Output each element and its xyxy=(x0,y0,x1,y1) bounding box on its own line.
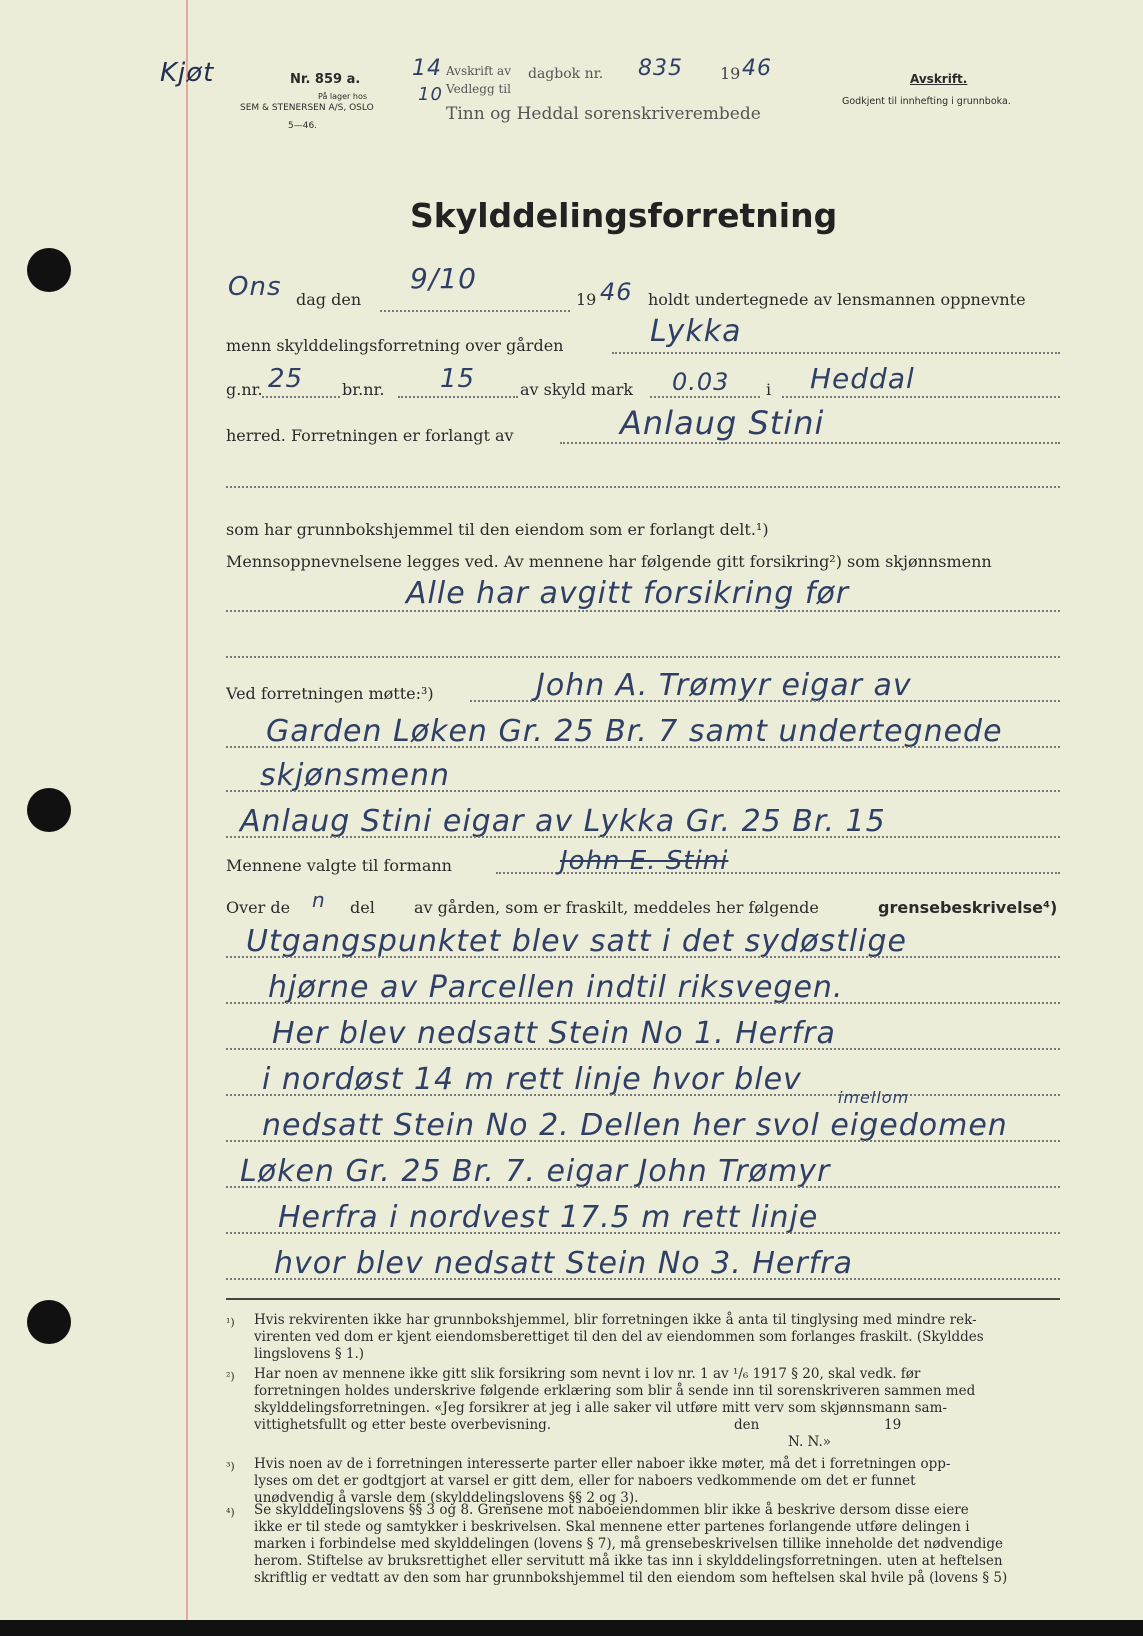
dagbok-label: dagbok nr. xyxy=(528,66,604,82)
brnr-label: br.nr. xyxy=(342,380,385,399)
page-mark: Kjøt xyxy=(160,58,215,88)
formann-label: Mennene valgte til formann xyxy=(226,856,452,875)
avskrift-label: Avskrift av xyxy=(446,64,511,78)
footnote-4-line: herom. Stiftelse av bruksrettighet eller servitutt må ikke tas inn i skylddelingsforretningen. uten at heftelsen xyxy=(254,1553,1003,1569)
day-handwritten: 14 xyxy=(412,56,442,81)
fraskilt-text: av gården, som er fraskilt, meddeles her følgende xyxy=(414,898,819,917)
punch-hole xyxy=(27,248,71,292)
gnr-value: 25 xyxy=(268,364,304,394)
skyld-label: av skyld mark xyxy=(520,380,634,399)
footnote-2-line: vittighetsfullt og etter beste overbevisning. xyxy=(254,1417,552,1433)
attendee-line-2: Garden Løken Gr. 25 Br. 7 samt undertegnede xyxy=(266,714,1003,749)
print-date: 5—46. xyxy=(288,121,318,131)
menn-text: menn skylddelingsforretning over gården xyxy=(226,336,564,355)
vedlegg-label: Vedlegg til xyxy=(446,82,511,96)
footnote-3-line: Hvis noen av de i forretningen interesserte parter eller naboer ikke møter, må det i forretningen opp- xyxy=(254,1456,951,1472)
attendee-line-3: skjønsmenn xyxy=(260,758,451,793)
i-label: i xyxy=(766,380,772,399)
printer: SEM & STENERSEN A/S, OSLO xyxy=(240,103,374,113)
scan-border xyxy=(0,1620,1143,1636)
boundary-line-1: Utgangspunktet blev satt i det sydøstlige xyxy=(246,924,908,959)
footnote-4-line: ikke er til stede og samtykker i beskrivelsen. Skal mennene etter partenes forlangende utføre delingen i xyxy=(254,1519,970,1535)
boundary-line-6: Løken Gr. 25 Br. 7. eigar John Trømyr xyxy=(240,1154,831,1189)
herred-value: Heddal xyxy=(810,362,915,395)
date-handwritten: 9/10 xyxy=(410,262,477,295)
brnr-value: 15 xyxy=(440,364,476,394)
boundary-line-7: Herfra i nordvest 17.5 m rett linje xyxy=(278,1200,819,1235)
footnote-1-line: lingslovens § 1.) xyxy=(254,1346,365,1362)
year-prefix: 19 xyxy=(576,290,597,309)
grunnbok-text: som har grunnbokshjemmel til den eiendom som er forlangt delt.¹) xyxy=(226,520,769,539)
office-stamp: Tinn og Heddal sorenskriverembede xyxy=(446,104,761,124)
footnote-4-marker: ⁴) xyxy=(226,1506,235,1519)
boundary-line-5: nedsatt Stein No 2. Dellen her svol eigedomen xyxy=(262,1108,1008,1143)
gnr-label: g.nr. xyxy=(226,380,263,399)
skyld-value: 0.03 xyxy=(672,368,730,396)
holdt-text: holdt undertegnede av lensmannen oppnevnte xyxy=(648,290,1026,309)
page-title: Skylddelingsforretning xyxy=(410,196,838,235)
footnote-2-line: Har noen av mennene ikke gitt slik forsikring som nevnt i lov nr. 1 av ¹/₆ 1917 § 20, skal vedk. før xyxy=(254,1366,921,1382)
weekday-handwritten: Ons xyxy=(228,272,282,302)
attendee-line-4: Anlaug Stini eigar av Lykka Gr. 25 Br. 15 xyxy=(240,804,886,839)
boundary-line-4: i nordøst 14 m rett linje hvor blev xyxy=(262,1062,802,1097)
assurance-handwritten: Alle har avgitt forsikring før xyxy=(406,576,850,611)
punch-hole xyxy=(27,1300,71,1344)
footnote-3-line: unødvendig å varsle dem (skylddelingslovens §§ 2 og 3). xyxy=(254,1490,639,1506)
farm-name-handwritten: Lykka xyxy=(650,314,742,349)
footnote-2-marker: ²) xyxy=(226,1370,235,1383)
stock-note: På lager hos xyxy=(318,92,367,101)
approval-note: Godkjent til innhefting i grunnboka. xyxy=(842,96,1011,107)
over-de-label: Over de xyxy=(226,898,291,917)
boundary-line-8: hvor blev nedsatt Stein No 3. Herfra xyxy=(274,1246,853,1281)
footnote-2-year: 19 xyxy=(884,1417,902,1433)
form-number: Nr. 859 a. xyxy=(290,72,361,87)
footnote-4-line: Se skylddelingslovens §§ 3 og 8. Grensene mot naboeiendommen blir ikke å beskrive dersom disse eiere xyxy=(254,1502,969,1518)
over-de-insert: n xyxy=(312,888,326,912)
chairman-struck: John E. Stini xyxy=(560,846,729,876)
herred-text: herred. Forretningen er forlangt av xyxy=(226,426,514,445)
del-label: del xyxy=(350,898,375,917)
footnote-2-line: forretningen holdes underskrive følgende erklæring som blir å sende inn til sorenskriveren sammen med xyxy=(254,1383,976,1399)
dag-den-label: dag den xyxy=(296,290,362,309)
boundary-insert: imellom xyxy=(838,1088,910,1107)
footnote-2-signature: N. N.» xyxy=(788,1434,832,1450)
boundary-line-3: Her blev nedsatt Stein No 1. Herfra xyxy=(272,1016,836,1051)
footnote-1-marker: ¹) xyxy=(226,1316,235,1329)
margin-rule xyxy=(186,0,188,1620)
footnote-1-line: Hvis rekvirenten ikke har grunnbokshjemmel, blir forretningen ikke å anta til tinglysing med mindre rek- xyxy=(254,1312,977,1328)
grensebeskrivelse-label: grensebeskrivelse⁴) xyxy=(878,898,1058,917)
attendee-line-1: John A. Trømyr eigar av xyxy=(536,668,912,703)
footnote-1-line: virenten ved dom er kjent eiendomsberettiget til den del av eiendommen som forlanges fraskilt. (Skylddes xyxy=(254,1329,984,1345)
footnote-4-line: skriftlig er vedtatt av den som har grunnbokshjemmel til den eiendom som heftelsen skal hvile på (lovens § 5) xyxy=(254,1570,1008,1586)
footnote-4-line: marken i forbindelse med skylddelingen (lovens § 7), må grensebeskrivelsen tillike inneholde det nødvendige xyxy=(254,1536,1003,1552)
year-suffix: 46 xyxy=(742,56,772,81)
mennsoppnevnelse-text: Mennsoppnevnelsene legges ved. Av mennene har følgende gitt forsikring²) som skjønnsmenn xyxy=(226,552,992,571)
footnote-3-marker: ³) xyxy=(226,1460,235,1473)
month-handwritten: 10 xyxy=(418,84,443,105)
footnote-2-den: den xyxy=(734,1417,760,1433)
footnote-2-line: skylddelingsforretningen. «Jeg forsikrer at jeg i alle saker vil utføre mitt verv som skjønnsmann sam- xyxy=(254,1400,947,1416)
year-handwritten: 46 xyxy=(600,278,633,306)
footnote-divider xyxy=(226,1298,1060,1300)
year-prefix: 19 xyxy=(720,64,741,83)
footnote-3-line: lyses om det er godtgjort at varsel er gitt dem, eller for naboers vedkommende om det er funnet xyxy=(254,1473,916,1489)
dagbok-number: 835 xyxy=(638,56,683,81)
avskrift-title: Avskrift. xyxy=(910,72,968,86)
boundary-line-2: hjørne av Parcellen indtil riksvegen. xyxy=(268,970,844,1005)
requester-handwritten: Anlaug Stini xyxy=(620,404,825,442)
motte-label: Ved forretningen møtte:³) xyxy=(226,684,434,703)
punch-hole xyxy=(27,788,71,832)
